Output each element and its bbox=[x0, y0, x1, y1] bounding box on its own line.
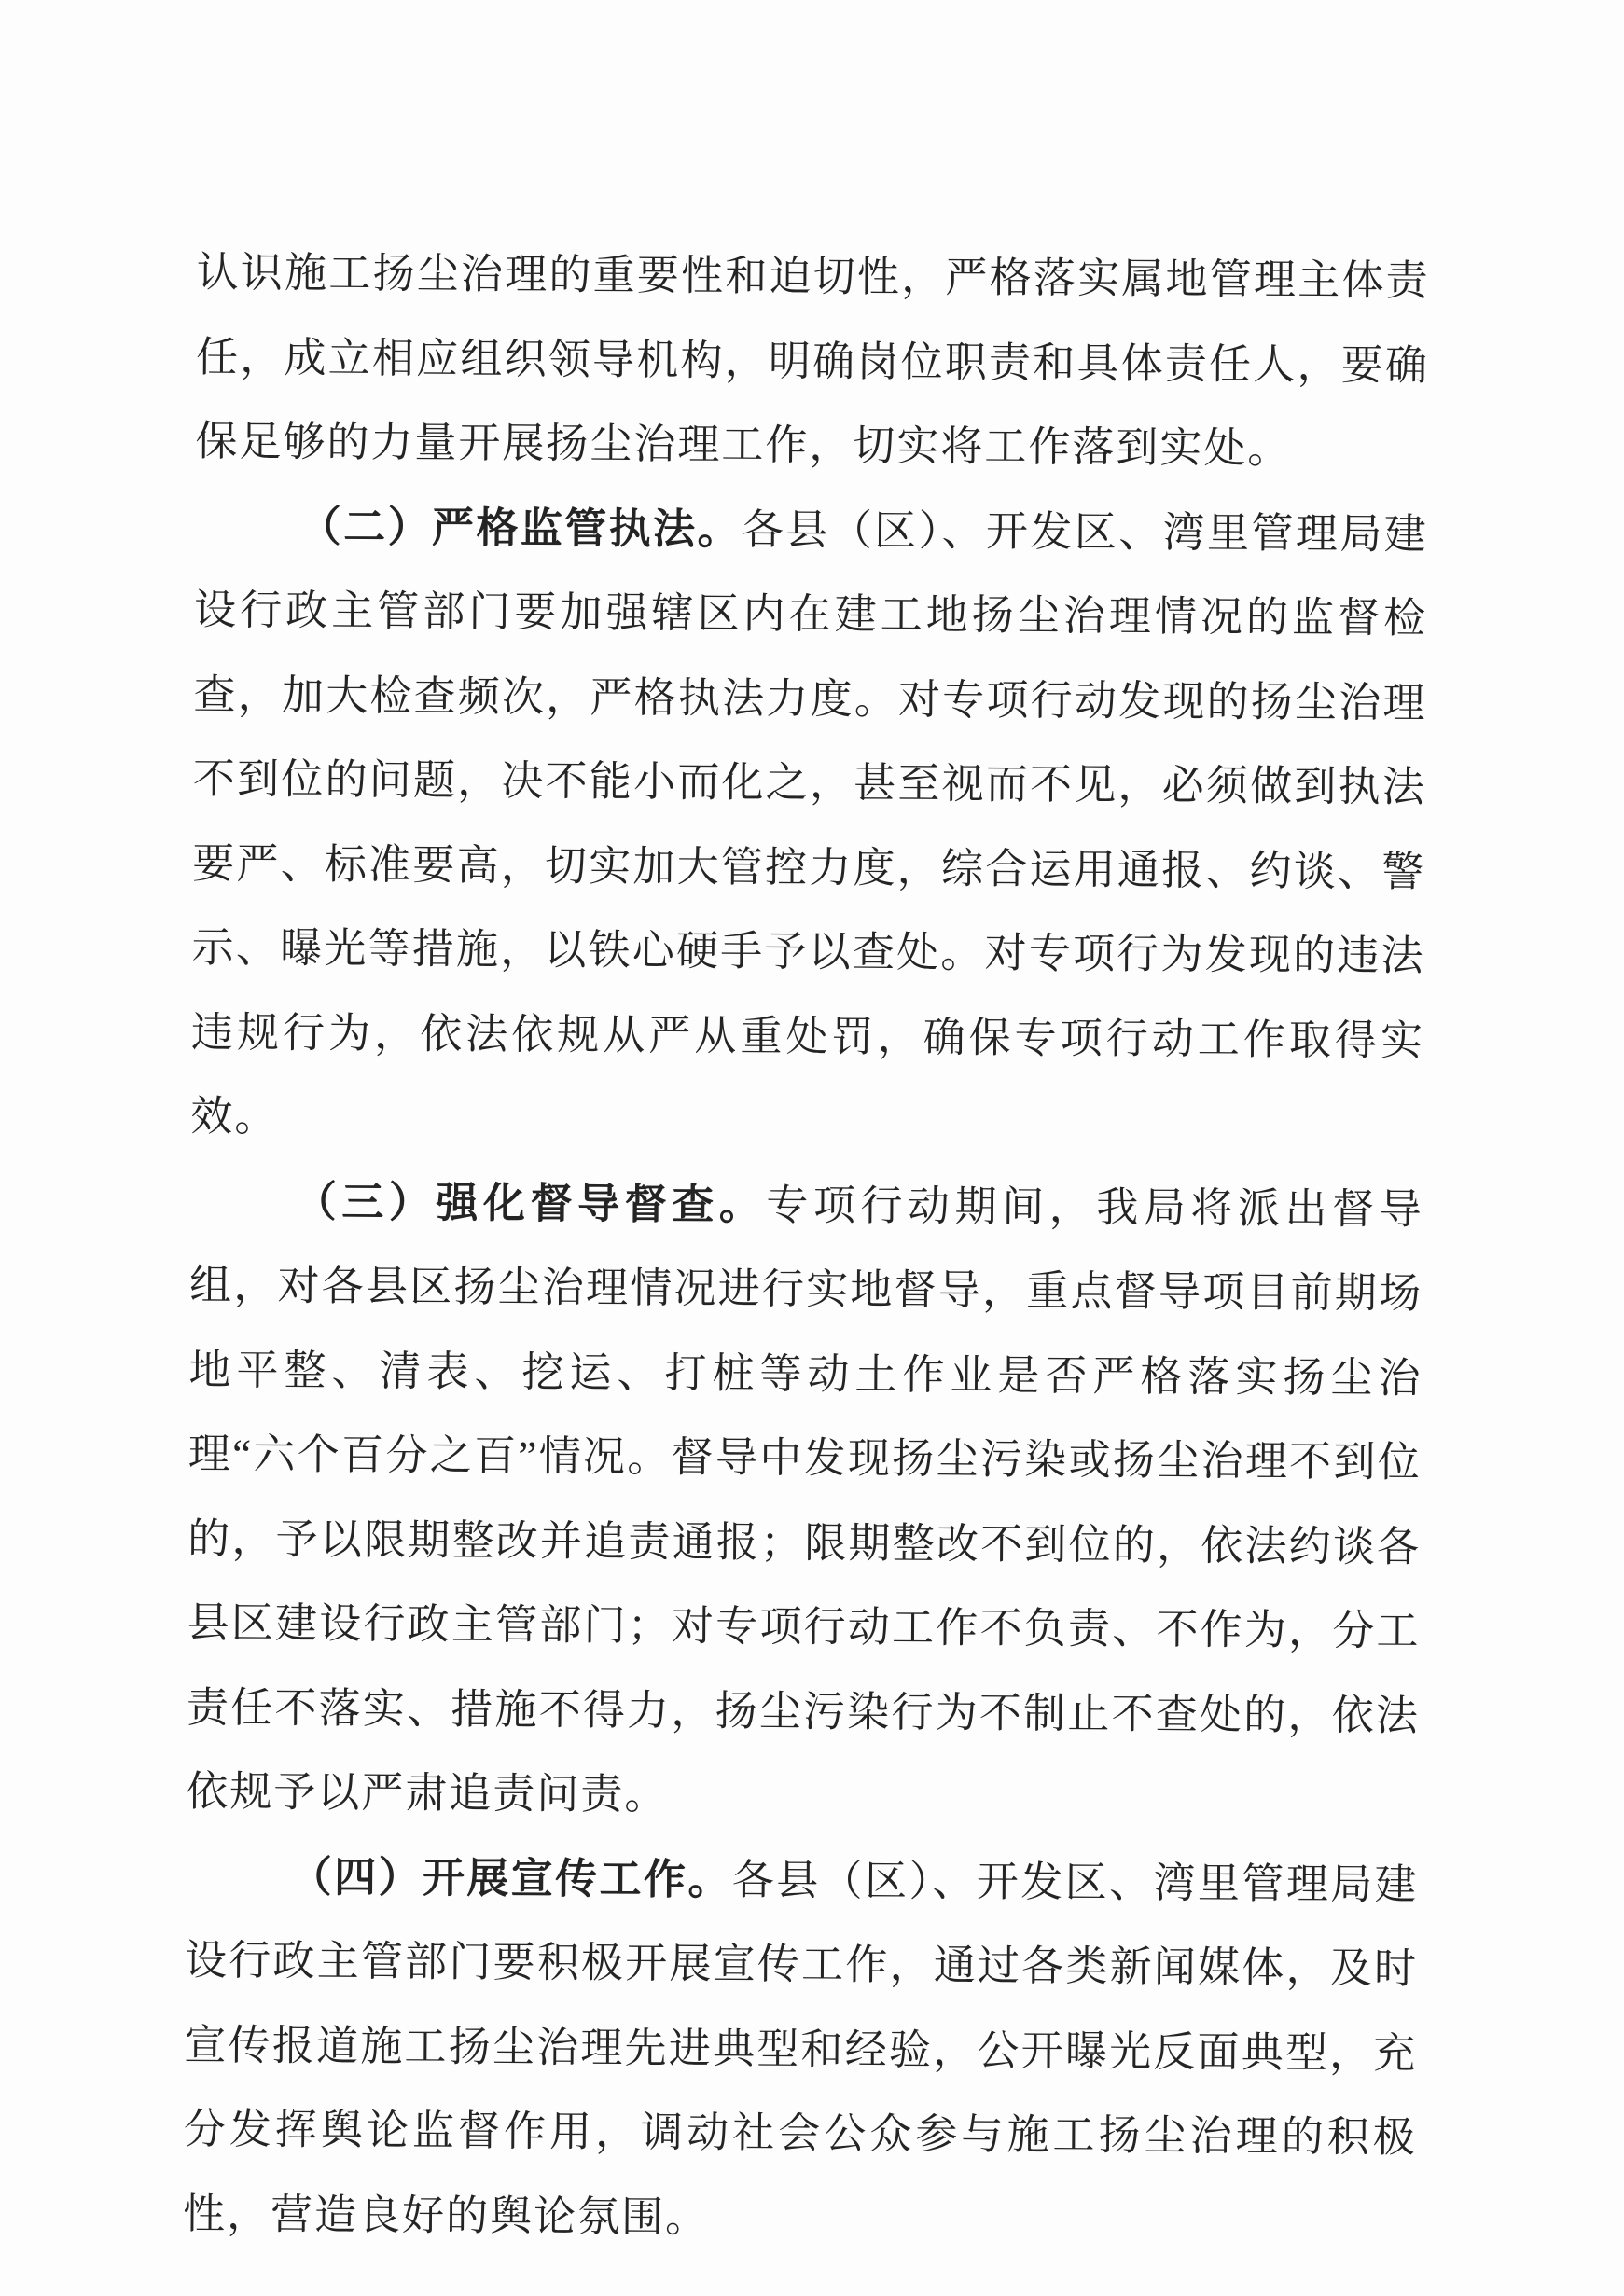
paragraph-lead: （四）开展宣传工作。 bbox=[289, 1853, 733, 1903]
paragraph-text: 各县（区）、开发区、湾里管理局建设行政主管部门要加强辖区内在建工地扬尘治理情况的监督检查，加大检查频次，严格执法力度。对专项行动发现的扬尘治理不到位的问题，决不能小而化之，甚至视而不见，必须做到执法要严、标准要高，切实加大管控力度，综合运用通报、约谈、警示、曝光等措施，以铁心硬手予以查处。对专项行为发现的违法违规行为，依法依规从严从重处罚，确保专项行动工作取得实效。 bbox=[190, 505, 1428, 1141]
paragraph-section-3 bbox=[186, 1158, 1423, 1842]
paragraph-section-2 bbox=[190, 483, 1428, 1167]
paragraph-text: 各县（区）、开发区、湾里管理局建设行政主管部门要积极开展宣传工作，通过各类新闻媒体，及时宣传报道施工扬尘治理先进典型和经验，公开曝光反面典型，充分发挥舆论监督作用，调动社会公众参与施工扬尘治理的积极性，营造良好的舆论氛围。 bbox=[182, 1856, 1419, 2241]
paragraph-text: 专项行动期间，我局将派出督导组，对各县区扬尘治理情况进行实地督导，重点督导项目前期场地平整、清表、挖运、打桩等动土作业是否严格落实扬尘治理“六个百分之百”情况。督导中发现扬尘污染或扬尘治理不到位的，予以限期整改并追责通报；限期整改不到位的，依法约谈各县区建设行政主管部门；对专项行动工作不负责、不作为，分工责任不落实、措施不得力，扬尘污染行为不制止不查处的，依法依规予以严肃追责问责。 bbox=[186, 1181, 1423, 1819]
document-body bbox=[183, 230, 1430, 2264]
paragraph-lead: （三）强化督导督查。 bbox=[294, 1178, 767, 1228]
paragraph-continuation bbox=[195, 230, 1430, 492]
paragraph-lead: （二）严格监管执法。 bbox=[298, 503, 743, 553]
paragraph-section-4 bbox=[183, 1833, 1419, 2264]
paragraph-text: 认识施工扬尘治理的重要性和迫切性，严格落实属地管理主体责任，成立相应组织领导机构，明确岗位职责和具体责任人，要确保足够的力量开展扬尘治理工作，切实将工作落到实处。 bbox=[195, 248, 1430, 473]
